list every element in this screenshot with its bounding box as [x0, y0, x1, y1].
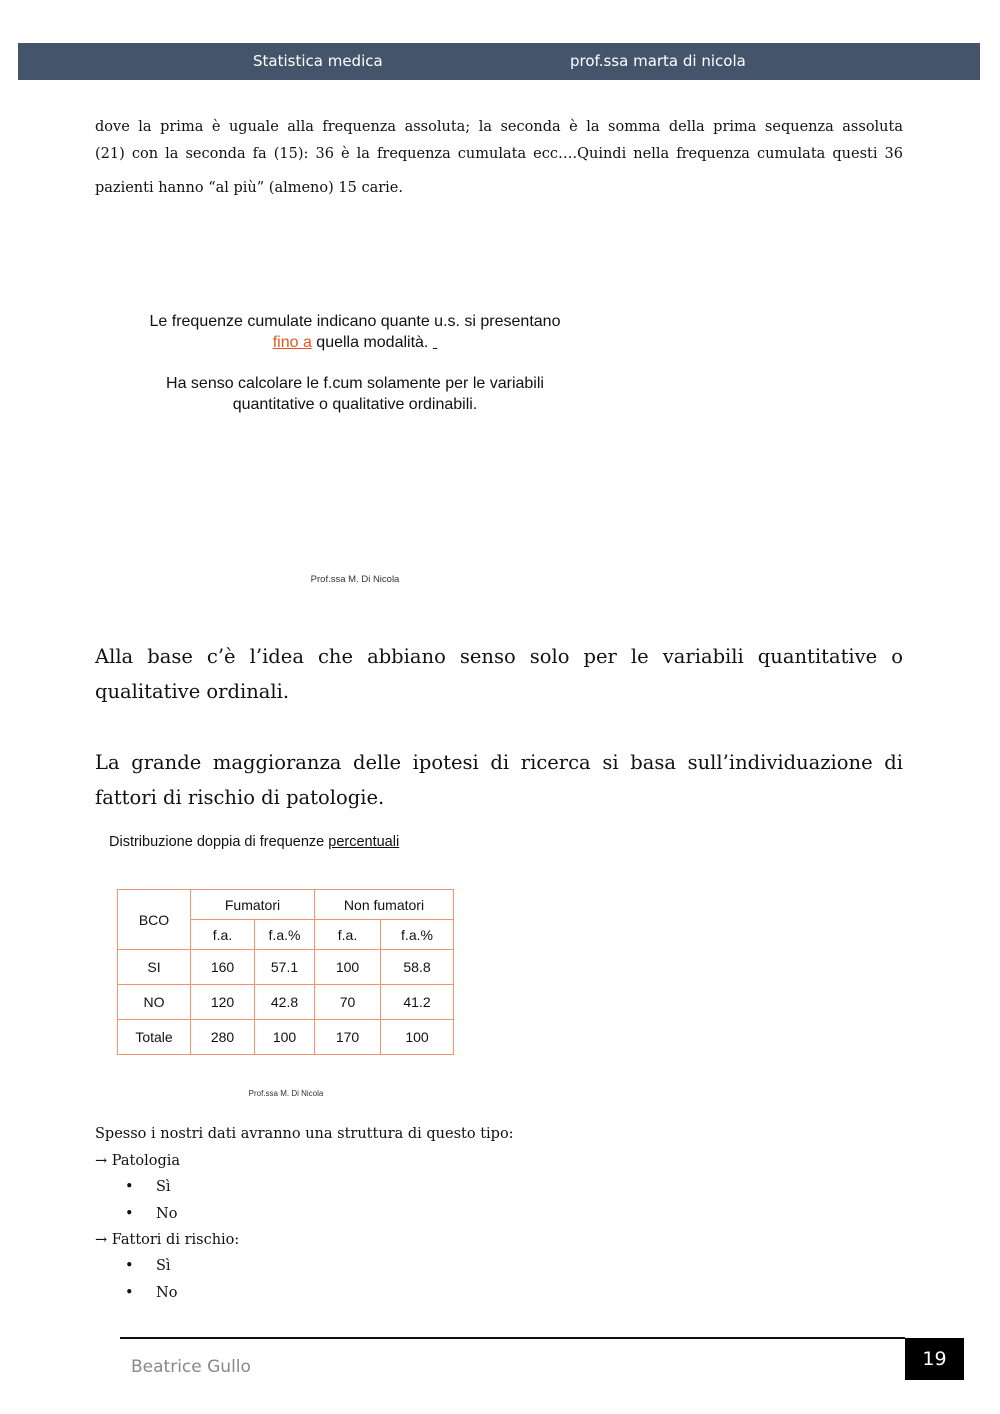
para2-line-2: fattori di rischio di patologie. — [95, 786, 385, 809]
table-subheader: f.a.% — [255, 920, 315, 950]
slide1-line-3: Ha senso calcolare le f.cum solamente per le variabili — [166, 375, 544, 392]
slide2-credit: Prof.ssa M. Di Nicola — [248, 1089, 324, 1098]
structure-group-1-label: Patologia — [111, 1153, 181, 1169]
table-row — [118, 985, 454, 1020]
bullet-icon: • — [125, 1206, 134, 1222]
table-row-header: BCO — [118, 890, 191, 950]
table-cell: 58.8 — [381, 950, 454, 985]
structure-group-2 — [95, 1232, 239, 1248]
paragraph-ordinal — [95, 639, 903, 709]
intro-line-3: pazienti hanno “al più” (almeno) 15 carie. — [95, 180, 403, 196]
structure-group-2-label: Fattori di rischio: — [111, 1232, 240, 1248]
table-row — [118, 1020, 454, 1055]
table-subheader: f.a. — [191, 920, 255, 950]
list-item — [125, 1258, 171, 1274]
table-cell: 42.8 — [255, 985, 315, 1020]
list-item-label: Sì — [156, 1179, 171, 1195]
table-cell: 100 — [315, 950, 381, 985]
table-cell: 100 — [381, 1020, 454, 1055]
intro-paragraph-2 — [95, 139, 903, 170]
table-row-label: SI — [118, 950, 191, 985]
table-group-nonsmokers: Non fumatori — [315, 890, 454, 920]
footer-divider — [120, 1337, 905, 1339]
table-cell: 100 — [255, 1020, 315, 1055]
table-subheader: f.a.% — [381, 920, 454, 950]
header-professor: prof.ssa marta di nicola — [570, 52, 746, 70]
slide-cumulative-frequencies — [95, 305, 615, 605]
arrow-icon: → — [95, 1232, 108, 1248]
list-item-label: Sì — [156, 1258, 171, 1274]
paragraph-risk-factors — [95, 745, 903, 815]
slide1-fino-a: fino a — [272, 334, 312, 351]
table-row — [118, 950, 454, 985]
table-cell: 160 — [191, 950, 255, 985]
bullet-icon: • — [125, 1285, 134, 1301]
frequency-table — [117, 889, 454, 1055]
slide1-line-1: Le frequenze cumulate indicano quante u.s. si presentano — [149, 313, 561, 330]
slide1-line-2 — [95, 334, 615, 352]
intro-paragraph-3 — [95, 173, 903, 204]
para2-line-1: La grande maggioranza delle ipotesi di ricerca si basa sull’individuazione di — [95, 751, 903, 774]
bullet-icon: • — [125, 1258, 134, 1274]
page-header — [18, 43, 980, 80]
table-row-label: Totale — [118, 1020, 191, 1055]
table-cell: 280 — [191, 1020, 255, 1055]
list-item-label: No — [156, 1285, 178, 1301]
list-item — [125, 1179, 171, 1195]
slide2-title-underlined: percentuali — [328, 834, 400, 850]
slide1-line-2-rest: quella modalità. — [311, 334, 429, 351]
structure-intro: Spesso i nostri dati avranno una struttura di questo tipo: — [95, 1126, 514, 1142]
structure-group-1 — [95, 1153, 180, 1169]
table-row-label: NO — [118, 985, 191, 1020]
intro-line-1: dove la prima è uguale alla frequenza assoluta; la seconda è la somma della prima sequenza assoluta — [95, 119, 903, 135]
para1-line-1: Alla base c’è l’idea che abbiano senso solo per le variabili quantitative o — [95, 645, 903, 668]
bullet-icon: • — [125, 1179, 134, 1195]
table-cell: 170 — [315, 1020, 381, 1055]
list-item — [125, 1206, 177, 1222]
table-subheader: f.a. — [315, 920, 381, 950]
slide2-title-prefix: Distribuzione doppia di frequenze — [109, 834, 329, 850]
slide1-credit: Prof.ssa M. Di Nicola — [310, 574, 400, 585]
table-header-row — [118, 890, 454, 920]
table-cell: 41.2 — [381, 985, 454, 1020]
slide2-title — [109, 834, 399, 850]
table-cell: 70 — [315, 985, 381, 1020]
arrow-icon: → — [95, 1153, 108, 1169]
header-course-title: Statistica medica — [253, 52, 383, 70]
page-number: 19 — [905, 1338, 964, 1380]
list-item-label: No — [156, 1206, 178, 1222]
intro-line-2: (21) con la seconda fa (15): 36 è la frequenza cumulata ecc….Quindi nella frequenza cumulata questi 36 — [95, 146, 903, 162]
table-cell: 57.1 — [255, 950, 315, 985]
slide1-line-4: quantitative o qualitative ordinabili. — [232, 396, 478, 413]
table-cell: 120 — [191, 985, 255, 1020]
list-item — [125, 1285, 177, 1301]
footer-author: Beatrice Gullo — [131, 1357, 251, 1377]
table-group-smokers: Fumatori — [191, 890, 315, 920]
para1-line-2: qualitative ordinali. — [95, 680, 290, 703]
